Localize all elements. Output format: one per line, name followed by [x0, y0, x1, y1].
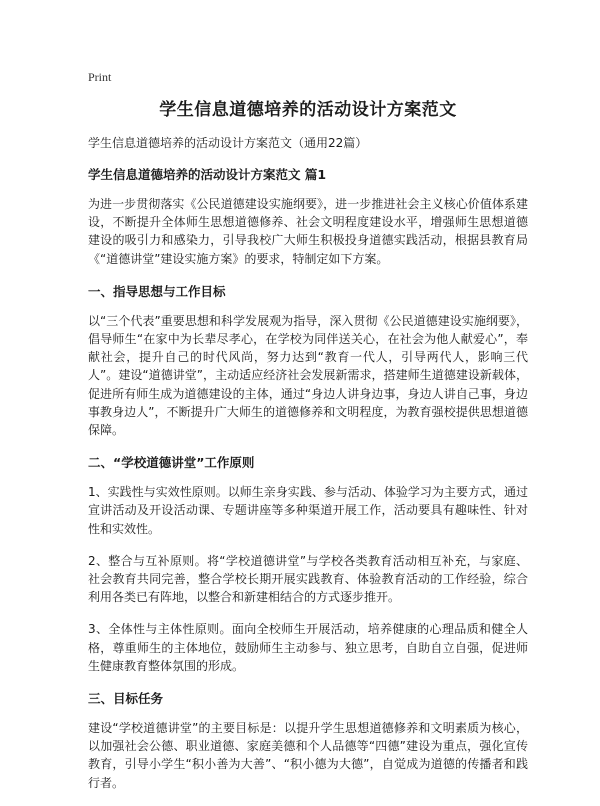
print-label[interactable]: Print: [88, 70, 112, 84]
heading-guiding-ideology: 一、指导思想与工作目标: [88, 283, 226, 299]
intro-paragraph: 为进一步贯彻落实《公民道德建设实施纲要》，进一步推进社会主义核心价值体系建设，不断提升全体师生思想道德修养、社会文明程度建设水平，增强师生思想道德建设的吸引力和感染力，引导我校广大师生积极投身道德实践活动，根据县教育局《“道德讲堂”建设实施方案》的要求，特制定如下方案。: [88, 197, 528, 266]
paragraph-principle-2: 2、整合与互补原则。将“学校道德讲堂”与学校各类教育活动相互补充，与家庭、社会教育共同完善，整合学校长期开展实践教育、体验教育活动的工作经验，综合利用各类已有阵地，以整合和新建相结合的方式逐步推开。: [88, 553, 528, 605]
heading-goals-tasks: 三、目标任务: [88, 691, 164, 707]
paragraph-goals-tasks: 建设“学校道德讲堂”的主要目标是：以提升学生思想道德修养和文明素质为核心，以加强社会公德、职业道德、家庭美德和个人品德等“四德”建设为重点，强化宣传教育，引导小学生“积小善为大善”、“积小德为大德”，自觉成为道德的传播者和践行者。: [88, 721, 528, 790]
document-subtitle: 学生信息道德培养的活动设计方案范文（通用22篇）: [88, 136, 368, 150]
document-title: 学生信息道德培养的活动设计方案范文: [159, 100, 457, 120]
paragraph-guiding-ideology: 以“三个代表”重要思想和科学发展观为指导，深入贯彻《公民道德建设实施纲要》，倡导师生“在家中为长辈尽孝心，在学校为同伴送关心，在社会为他人献爱心”，奉献社会，提升自己的时代风尚，努力达到“教育一代人，引导两代人，影响三代人”。建设“道德讲堂”，主动适应经济社会发展新需求，搭建师生道德建设新载体，促进所有师生成为道德建设的主体，通过“身边人讲身边事，身边人讲自己事，身边事教身边人”，不断提升广大师生的道德修养和文明程度，为教育强校提供思想道德保障。: [88, 313, 528, 438]
heading-work-principles: 二、“学校道德讲堂”工作原则: [88, 455, 255, 471]
paragraph-principle-3: 3、全体性与主体性原则。面向全校师生开展活动，培养健康的心理品质和健全人格，尊重师生的主体地位，鼓励师生主动参与、独立思考，自助自立自强，促进师生健康教育整体氛围的形成。: [88, 622, 528, 673]
document-page: [88, 70, 528, 806]
section-title: 学生信息道德培养的活动设计方案范文 篇1: [88, 167, 327, 182]
paragraph-principle-1: 1、实践性与实效性原则。以师生亲身实践、参与活动、体验学习为主要方式，通过宣讲活动及开设活动课、专题讲座等多种渠道开展工作，活动要具有趣味性、针对性和实效性。: [88, 485, 528, 536]
